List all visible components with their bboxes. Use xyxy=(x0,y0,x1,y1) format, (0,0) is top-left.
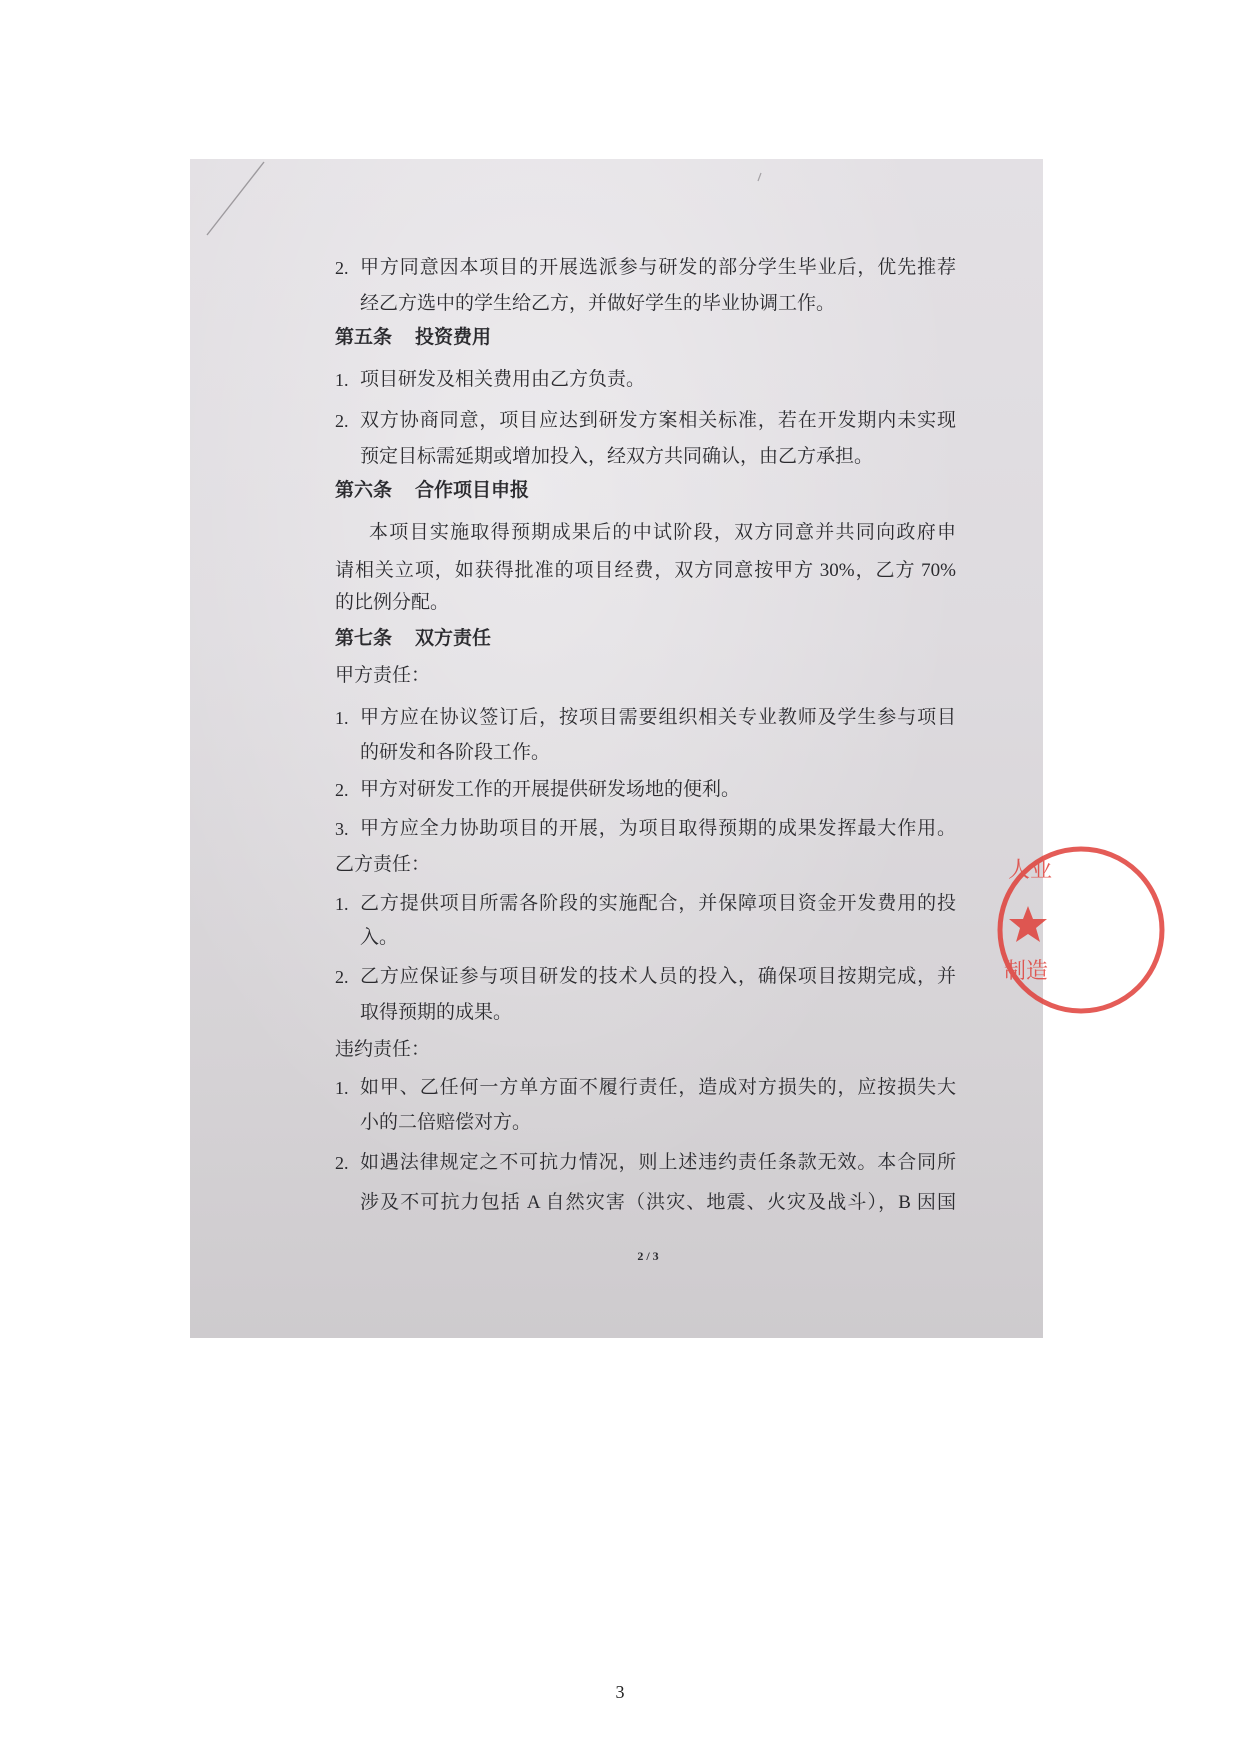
list-number: 2. xyxy=(335,258,349,278)
company-seal xyxy=(1000,849,1162,1011)
list-number: 2. xyxy=(335,411,349,431)
article6-number: 第六条 xyxy=(335,480,393,501)
article4-item2-line: 甲方同意因本项目的开展选派参与研发的部分学生毕业后，优先推荐 xyxy=(360,257,956,278)
article5-number: 第五条 xyxy=(335,327,393,348)
list-number: 3. xyxy=(335,819,349,839)
article7-title: 双方责任 xyxy=(415,628,492,649)
seal-text-bottom: 制造 xyxy=(1004,959,1049,984)
article5-item2-line: 双方协商同意，项目应达到研发方案相关标准，若在开发期内未实现 xyxy=(360,410,956,431)
party-b-item1-line: 入。 xyxy=(360,927,399,948)
pencil-mark xyxy=(207,162,264,235)
article5-item1-line: 项目研发及相关费用由乙方负责。 xyxy=(360,369,646,390)
article7-number: 第七条 xyxy=(335,628,393,649)
breach-label: 违约责任： xyxy=(335,1039,431,1060)
party-a-label: 甲方责任： xyxy=(335,665,431,686)
article4-item2-line: 经乙方选中的学生给乙方，并做好学生的毕业协调工作。 xyxy=(360,293,836,314)
sheet-page-label: 2 / 3 xyxy=(637,1249,659,1263)
list-number: 2. xyxy=(335,780,349,800)
pencil-mark xyxy=(758,173,761,181)
article5-item2-line: 预定目标需延期或增加投入，经双方共同确认，由乙方承担。 xyxy=(360,446,874,467)
party-a-item3-line: 甲方应全力协助项目的开展，为项目取得预期的成果发挥最大作用。 xyxy=(360,818,956,839)
list-number: 1. xyxy=(335,894,349,914)
list-number: 2. xyxy=(335,1153,349,1173)
article6-paragraph-line: 的比例分配。 xyxy=(335,592,450,613)
breach-item1-line: 小的二倍赔偿对方。 xyxy=(360,1112,532,1133)
article6-paragraph-line: 本项目实施取得预期成果后的中试阶段，双方同意并共同向政府申 xyxy=(369,522,956,543)
party-a-item1-line: 甲方应在协议签订后，按项目需要组织相关专业教师及学生参与项目 xyxy=(360,707,956,728)
page-number: 3 xyxy=(615,1682,625,1702)
list-number: 1. xyxy=(335,708,349,728)
article6-paragraph-line: 请相关立项，如获得批准的项目经费，双方同意按甲方 30%，乙方 70% xyxy=(335,560,956,581)
article5-title: 投资费用 xyxy=(415,327,492,348)
list-number: 1. xyxy=(335,370,349,390)
list-number: 1. xyxy=(335,1078,349,1098)
star-icon xyxy=(1009,906,1047,942)
scanned-page-photo xyxy=(190,159,1053,1338)
breach-item2-line: 如遇法律规定之不可抗力情况，则上述违约责任条款无效。本合同所 xyxy=(360,1152,956,1173)
breach-item1-line: 如甲、乙任何一方单方面不履行责任，造成对方损失的，应按损失大 xyxy=(360,1077,956,1098)
party-b-item2-line: 乙方应保证参与项目研发的技术人员的投入，确保项目按期完成，并 xyxy=(360,966,956,987)
list-number: 2. xyxy=(335,967,349,987)
seal-text-top: 人业 xyxy=(1008,858,1053,883)
party-b-label: 乙方责任： xyxy=(335,854,431,875)
party-a-item1-line: 的研发和各阶段工作。 xyxy=(360,742,551,763)
party-b-item2-line: 取得预期的成果。 xyxy=(360,1002,513,1023)
party-a-item2-line: 甲方对研发工作的开展提供研发场地的便利。 xyxy=(360,779,741,800)
article6-title: 合作项目申报 xyxy=(415,480,530,501)
party-b-item1-line: 乙方提供项目所需各阶段的实施配合，并保障项目资金开发费用的投 xyxy=(360,893,956,914)
breach-item2-line: 涉及不可抗力包括 A 自然灾害（洪灾、地震、火灾及战斗），B 因国 xyxy=(360,1192,956,1213)
